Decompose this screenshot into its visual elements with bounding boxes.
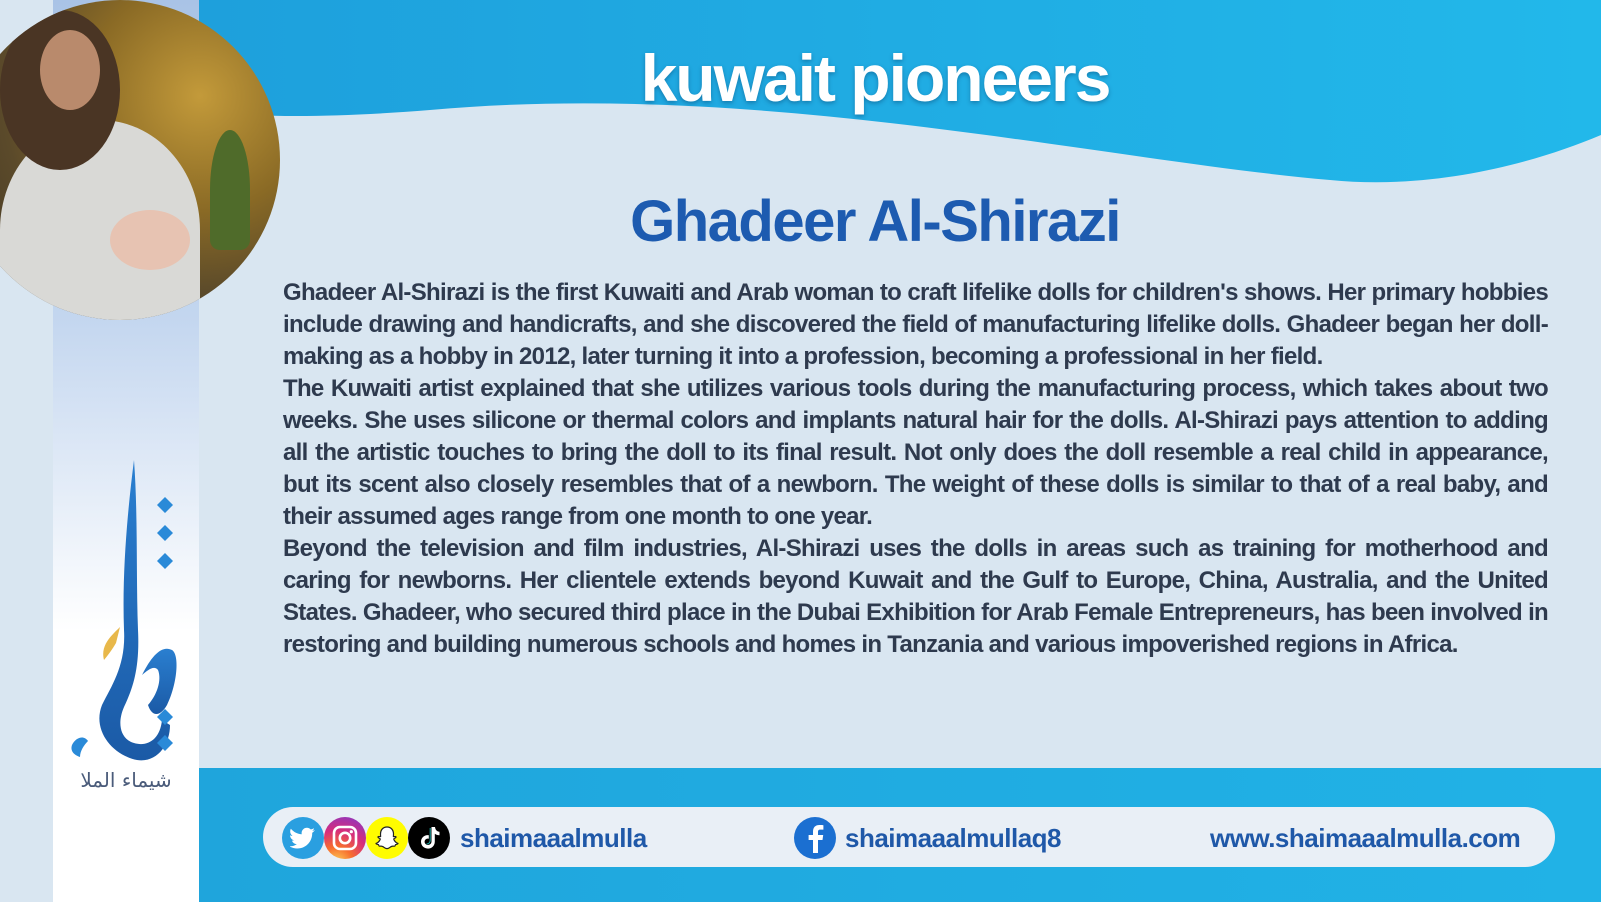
- facebook-handle[interactable]: shaimaaalmullaq8: [845, 823, 1061, 853]
- snapchat-icon[interactable]: [366, 817, 408, 859]
- facebook-icon[interactable]: [794, 817, 836, 859]
- twitter-icon[interactable]: [282, 817, 324, 859]
- bio-paragraph: Ghadeer Al-Shirazi is the first Kuwaiti and Arab woman to craft lifelike dolls for children's shows. Her primary hobbies include drawing and handicrafts, and she discovered the field of manufacturing lifelike dolls. Ghadeer began her doll-making as a hobby in 2012, later turning it into a profession, becoming a professional in her field.: [283, 279, 1548, 370]
- website-link[interactable]: www.shaimaaalmulla.com: [1210, 823, 1521, 853]
- calligraphy-logo: [62, 455, 187, 800]
- person-name: Ghadeer Al-Shirazi: [630, 189, 1120, 254]
- biography-text: [283, 277, 1548, 661]
- tiktok-icon[interactable]: [408, 817, 450, 859]
- instagram-icon[interactable]: [324, 817, 366, 859]
- bio-paragraph: The Kuwaiti artist explained that she utilizes various tools during the manufacturing process, which takes about two weeks. She uses silicone or thermal colors and implants natural hair for the dolls. Al-Shirazi pays attention to adding all the artistic touches to bring the doll to its final result. Not only does the doll resemble a real child in appearance, but its scent also closely resembles that of a newborn. The weight of these dolls is similar to that of a real baby, and their assumed ages range from one month to one year.: [283, 375, 1548, 530]
- social-handle[interactable]: shaimaaalmulla: [460, 823, 647, 853]
- bio-paragraph: Beyond the television and film industries, Al-Shirazi uses the dolls in areas such as training for motherhood and caring for newborns. Her clientele extends beyond Kuwait and the Gulf to Europe, China, Australia, and the United States. Ghadeer, who secured third place in the Dubai Exhibition for Arab Female Entrepreneurs, has been involved in restoring and building numerous schools and homes in Tanzania and various impoverished regions in Africa.: [283, 535, 1548, 658]
- page-title: kuwait pioneers: [640, 41, 1110, 115]
- logo-caption: شيماء الملا: [80, 768, 172, 792]
